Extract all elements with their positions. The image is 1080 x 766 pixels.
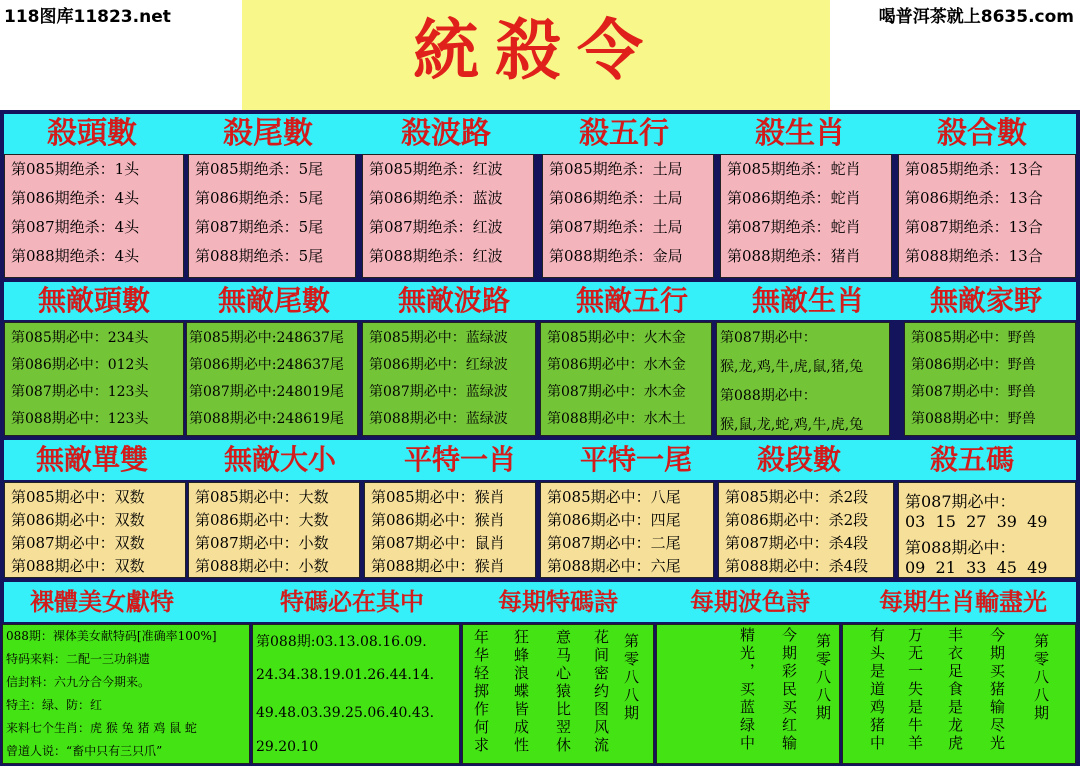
row3-col2-line: 第088期必中：小数 (195, 557, 329, 575)
row2-col5-line: 第088期必中： (720, 388, 817, 404)
row3-col3-line: 第088期必中：猴肖 (371, 557, 505, 575)
row3-col1 (4, 482, 186, 578)
row3-col4-line: 第087期必中：二尾 (547, 534, 681, 552)
row1-col4-line: 第088期绝杀：金局 (549, 247, 683, 265)
row2-col3-line: 第086期必中：红绿波 (369, 357, 508, 373)
row2-header-3: 無敵波路 (397, 284, 510, 317)
row1-header-4: 殺五行 (579, 116, 669, 151)
row1-col2-line: 第085期绝杀：5尾 (195, 160, 324, 178)
page-title: 統殺令 (413, 11, 659, 89)
beauty-line: 信封料：六九分合今期来。 (6, 675, 151, 689)
row2-col1-line: 第087期必中：123头 (11, 384, 149, 400)
row3-col4-line: 第086期必中：四尾 (547, 511, 681, 529)
row3-col6 (898, 482, 1076, 578)
row3-col1-line: 第088期必中：双数 (11, 557, 145, 575)
row3-col3-line: 第087期必中：鼠肖 (371, 534, 505, 552)
row1-col6-line: 第086期绝杀：13合 (905, 189, 1043, 207)
row2-header-2: 無敵尾數 (217, 284, 330, 317)
row1-col3-line: 第087期绝杀：红波 (369, 218, 503, 236)
row1-col4-line: 第085期绝杀：土局 (549, 160, 683, 178)
row2-col3 (362, 322, 536, 436)
special-numbers-box (252, 624, 460, 764)
row2-col5-line: 猴,鼠,龙,蛇,鸡,牛,虎,兔 (720, 417, 864, 433)
row2-col5 (716, 322, 890, 436)
row3-col3-line: 第085期必中：猴肖 (371, 488, 505, 506)
poem-zodiac-col: 丰衣足食是龙虎 (946, 627, 964, 753)
special-line: 49.48.03.39.25.06.40.43. (256, 705, 435, 721)
row2-col3-line: 第087期必中：蓝绿波 (369, 384, 508, 400)
poem-special-box (462, 624, 654, 764)
row4-header-2: 特碼必在其中 (280, 587, 424, 616)
row3-col4 (540, 482, 714, 578)
poem-special-col: 第零八八期 (622, 633, 640, 723)
row3-col2-line: 第085期必中：大数 (195, 488, 329, 506)
poem-color-col: 第零八八期 (814, 633, 832, 723)
row2-col4-line: 第085期必中：火木金 (547, 330, 686, 346)
row2-col1 (4, 322, 184, 436)
row1-col5-line: 第085期绝杀：蛇肖 (727, 160, 861, 178)
row1-col2-line: 第087期绝杀：5尾 (195, 218, 324, 236)
poem-color-col: 今期彩民买红输 (780, 627, 798, 753)
row3-header-6: 殺五碼 (929, 443, 1014, 476)
row2-col3-line: 第085期必中：蓝绿波 (369, 330, 508, 346)
poem-zodiac-col: 今期买猪输尽光 (988, 627, 1006, 753)
row1-col4-line: 第087期绝杀：土局 (549, 218, 683, 236)
site-right-url: 喝普洱茶就上8635.com (878, 7, 1074, 27)
row2-col5-line: 第087期必中： (720, 330, 817, 346)
row1-col4 (542, 154, 714, 278)
row1-col6-line: 第088期绝杀：13合 (905, 247, 1043, 265)
row1-col6-line: 第087期绝杀：13合 (905, 218, 1043, 236)
row3-col4-line: 第085期必中：八尾 (547, 488, 681, 506)
row3-col5-line: 第086期必中：杀2段 (725, 511, 869, 529)
beauty-line: 特主：绿、防：红 (6, 698, 103, 712)
row2-col2-line: 第086期必中:248637尾 (189, 357, 344, 373)
row1-col5-line: 第087期绝杀：蛇肖 (727, 218, 861, 236)
row2-col6-line: 第086期必中：野兽 (911, 357, 1036, 373)
row3-col4-line: 第088期必中：六尾 (547, 557, 681, 575)
row4-header-1: 裸體美女獻特 (30, 587, 174, 616)
row2-col2-line: 第087期必中:248019尾 (189, 384, 344, 400)
row2-col6-line: 第085期必中：野兽 (911, 330, 1036, 346)
row3-col2-line: 第086期必中：大数 (195, 511, 329, 529)
row1-col1-line: 第085期绝杀：1头 (11, 160, 140, 178)
row2-col1-line: 第085期必中：234头 (11, 330, 149, 346)
poem-zodiac-col: 万无一失是牛羊 (906, 627, 924, 753)
row2-col2-line: 第085期必中:248637尾 (189, 330, 344, 346)
row1-header-1: 殺頭數 (47, 116, 137, 151)
row3-col6-numbers: 03 15 27 39 49 (905, 512, 1048, 531)
row2-header-4: 無敵五行 (575, 284, 688, 317)
poem-color-box (656, 624, 840, 764)
site-left-url: 118图库11823.net (4, 7, 171, 27)
row2-col5-line: 猴,龙,鸡,牛,虎,鼠,猪,兔 (720, 359, 864, 375)
row1-col3-line: 第088期绝杀：红波 (369, 247, 503, 265)
poem-zodiac-box (842, 624, 1076, 764)
poem-color-col: 精光，买蓝绿中 (738, 627, 756, 753)
row3-col6-line: 第088期必中： (905, 538, 1016, 557)
row2-col4-line: 第086期必中：水木金 (547, 357, 686, 373)
row1-col2 (188, 154, 356, 278)
row2-header-5: 無敵生肖 (751, 284, 864, 317)
special-line: 24.34.38.19.01.26.44.14. (256, 667, 435, 683)
row2-col6-line: 第087期必中：野兽 (911, 384, 1036, 400)
poem-special-col: 花间密约图风流 (592, 629, 610, 755)
row2-col2 (186, 322, 358, 436)
row3-header-4: 平特一尾 (579, 443, 692, 476)
special-line: 29.20.10 (256, 739, 319, 755)
beauty-line: 来料七个生肖：虎 猴 兔 猪 鸡 鼠 蛇 (6, 721, 197, 735)
row3-col1-line: 第086期必中：双数 (11, 511, 145, 529)
row4-header-5: 每期生肖輸盡光 (879, 587, 1047, 616)
row4-header-4: 每期波色詩 (690, 587, 810, 616)
row2-col1-line: 第086期必中：012头 (11, 357, 149, 373)
row1-col1 (4, 154, 184, 278)
row2-col3-line: 第088期必中：蓝绿波 (369, 411, 508, 427)
row1-col5-line: 第086期绝杀：蛇肖 (727, 189, 861, 207)
row2-col6 (904, 322, 1076, 436)
row4-header-3: 每期特碼詩 (498, 587, 618, 616)
row3-col1-line: 第087期必中：双数 (11, 534, 145, 552)
row2-header-6: 無敵家野 (929, 284, 1042, 317)
row2-col2-line: 第088期必中:248619尾 (189, 411, 344, 427)
row1-col6 (898, 154, 1076, 278)
row1-col2-line: 第086期绝杀：5尾 (195, 189, 324, 207)
row2-col4-line: 第088期必中：水木土 (547, 411, 686, 427)
poem-special-col: 意马心猿比翌休 (554, 629, 572, 755)
row3-col1-line: 第085期必中：双数 (11, 488, 145, 506)
row1-col3 (362, 154, 534, 278)
row1-col4-line: 第086期绝杀：土局 (549, 189, 683, 207)
row3-col5-line: 第087期必中：杀4段 (725, 534, 869, 552)
row3-col6-line: 第087期必中： (905, 492, 1016, 511)
row3-col5-line: 第088期必中：杀4段 (725, 557, 869, 575)
row3-col5-line: 第085期必中：杀2段 (725, 488, 869, 506)
row1-col3-line: 第086期绝杀：蓝波 (369, 189, 503, 207)
row2-col4-line: 第087期必中：水木金 (547, 384, 686, 400)
row1-col1-line: 第086期绝杀：4头 (11, 189, 140, 207)
row1-header-3: 殺波路 (401, 116, 491, 151)
row1-col6-line: 第085期绝杀：13合 (905, 160, 1043, 178)
row3-col5 (718, 482, 894, 578)
row3-col3 (364, 482, 536, 578)
row3-col3-line: 第086期必中：猴肖 (371, 511, 505, 529)
row1-col1-line: 第088期绝杀：4头 (11, 247, 140, 265)
row1-col2-line: 第088期绝杀：5尾 (195, 247, 324, 265)
row1-header-5: 殺生肖 (755, 116, 845, 151)
row3-header-2: 無敵大小 (223, 443, 336, 476)
poem-zodiac-col: 第零八八期 (1032, 633, 1050, 723)
row1-col5-line: 第088期绝杀：猪肖 (727, 247, 861, 265)
beauty-line: 特码来料：二配一三功斜遗 (6, 652, 151, 666)
row2-header-1: 無敵頭數 (37, 284, 150, 317)
row3-col2 (188, 482, 360, 578)
row3-col2-line: 第087期必中：小数 (195, 534, 329, 552)
row1-header-2: 殺尾數 (223, 116, 313, 151)
row2-col1-line: 第088期必中：123头 (11, 411, 149, 427)
poem-special-col: 狂蜂浪蝶皆成性 (512, 629, 530, 755)
row1-col1-line: 第087期绝杀：4头 (11, 218, 140, 236)
row1-col5 (720, 154, 892, 278)
row1-header-6: 殺合數 (937, 116, 1027, 151)
beauty-line: 曾道人说：“畜中只有三只爪” (6, 744, 163, 758)
beauty-line: 088期：裸体美女献特码[准确率100%] (6, 629, 217, 643)
poem-zodiac-col: 有头是道鸡猪中 (868, 627, 886, 753)
poem-special-col: 年华轻掷作何求 (472, 629, 490, 755)
special-line: 第088期:03.13.08.16.09. (256, 634, 427, 650)
row2-col6-line: 第088期必中：野兽 (911, 411, 1036, 427)
row3-header-5: 殺段數 (756, 443, 841, 476)
row2-col4 (540, 322, 712, 436)
beauty-box (2, 624, 250, 764)
row3-header-1: 無敵單雙 (35, 443, 148, 476)
row1-col3-line: 第085期绝杀：红波 (369, 160, 503, 178)
row3-col6-numbers: 09 21 33 45 49 (905, 558, 1048, 577)
row3-header-3: 平特一肖 (403, 443, 516, 476)
